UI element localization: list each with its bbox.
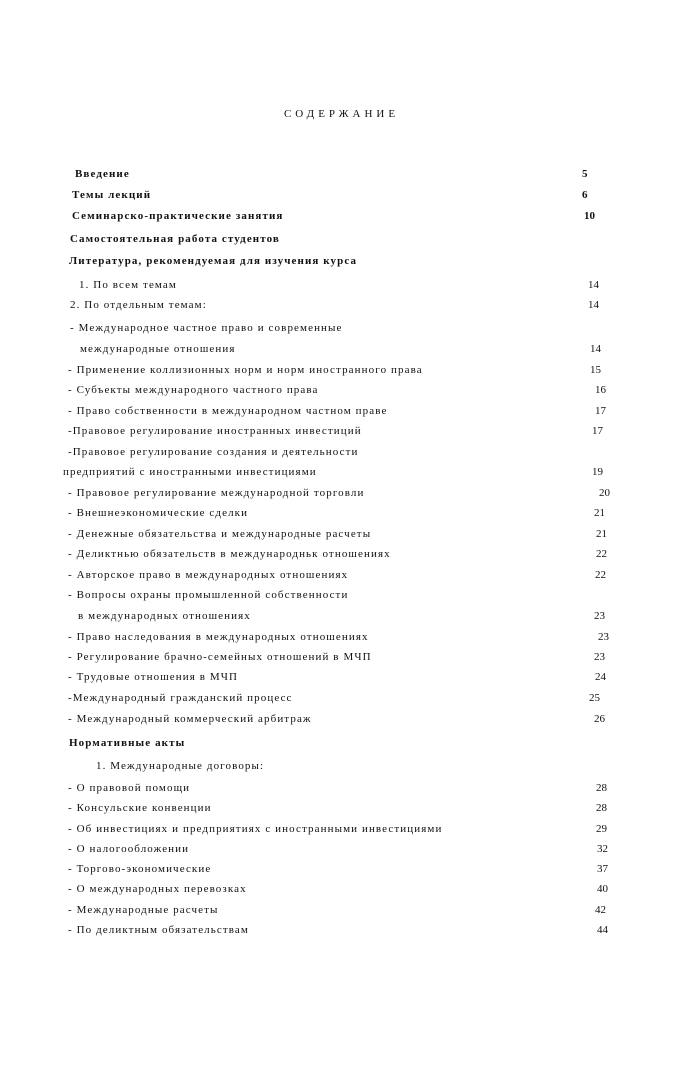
toc-entry — [0, 364, 683, 380]
toc-entry — [0, 279, 683, 295]
toc-entry-title: - Деликтнью обязательств в международньк отношениях — [68, 548, 391, 560]
toc-entry — [0, 760, 683, 776]
toc-entry-title: в международных отношениях — [78, 610, 251, 622]
toc-entry — [0, 168, 683, 184]
toc-entry-title: - Трудовые отношения в МЧП — [68, 671, 239, 683]
toc-entry — [0, 904, 683, 920]
toc-entry-title: -Правовое регулирование иностранных инвестиций — [68, 425, 362, 437]
toc-entry — [0, 446, 683, 462]
toc-entry — [0, 233, 683, 249]
toc-entry-title: - Авторское право в международных отношениях — [68, 569, 349, 581]
toc-entry-title: - О налогообложении — [68, 843, 190, 855]
toc-entry-title: Семинарско-практические занятия — [72, 210, 284, 222]
toc-entry — [0, 843, 683, 859]
toc-entry-title: Введение — [75, 168, 130, 180]
toc-entry-page-number: 29 — [596, 823, 607, 835]
toc-entry — [0, 299, 683, 315]
toc-entry — [0, 210, 683, 226]
toc-entry — [0, 671, 683, 687]
toc-entry-title: Самостоятельная работа студентов — [70, 233, 280, 245]
page-title: СОДЕРЖАНИЕ — [283, 108, 400, 120]
toc-entry-page-number: 23 — [598, 631, 609, 643]
toc-entry — [0, 737, 683, 753]
toc-entry-title: - Правовое регулирование международной торговли — [68, 487, 365, 499]
toc-entry-title: - Субъекты международного частного права — [68, 384, 319, 396]
toc-entry-title: 1. Международные договоры: — [96, 760, 265, 772]
toc-entry-page-number: 40 — [597, 883, 608, 895]
toc-entry-title: - Международный коммерческий арбитраж — [68, 713, 312, 725]
toc-entry-title: - Вопросы охраны промышленной собственности — [68, 589, 349, 601]
toc-entry-title: Темы лекций — [72, 189, 152, 201]
toc-entry-page-number: 21 — [594, 507, 605, 519]
toc-entry-page-number: 14 — [588, 299, 599, 311]
toc-entry — [0, 548, 683, 564]
toc-entry-title: - По деликтным обязательствам — [68, 924, 249, 936]
toc-entry — [0, 692, 683, 708]
toc-entry-title: международные отношения — [80, 343, 236, 355]
toc-entry-page-number: 17 — [592, 425, 603, 437]
toc-entry-title: 1. По всем темам — [79, 279, 177, 291]
toc-entry-page-number: 25 — [589, 692, 600, 704]
toc-entry-page-number: 16 — [595, 384, 606, 396]
toc-entry-title: - Регулирование брачно-семейных отношений в МЧП — [68, 651, 372, 663]
toc-entry-title: - Международные расчеты — [68, 904, 219, 916]
toc-entry-page-number: 28 — [596, 782, 607, 794]
toc-entry — [0, 924, 683, 940]
toc-entry-page-number: 5 — [582, 168, 588, 180]
toc-entry-title: Литература, рекомендуемая для изучения курса — [69, 255, 358, 267]
toc-entry-page-number: 24 — [595, 671, 606, 683]
toc-entry-page-number: 19 — [592, 466, 603, 478]
toc-entry-page-number: 22 — [595, 569, 606, 581]
toc-entry-page-number: 14 — [590, 343, 601, 355]
toc-entry-page-number: 15 — [590, 364, 601, 376]
toc-entry-page-number: 6 — [582, 189, 588, 201]
toc-entry-title: - Консульские конвенции — [68, 802, 212, 814]
toc-entry — [0, 863, 683, 879]
toc-entry-title: - Международное частное право и современные — [70, 322, 343, 334]
toc-entry — [0, 425, 683, 441]
toc-entry-page-number: 20 — [599, 487, 610, 499]
toc-entry-page-number: 14 — [588, 279, 599, 291]
toc-entry — [0, 713, 683, 729]
toc-entry — [0, 528, 683, 544]
toc-entry — [0, 569, 683, 585]
toc-entry-title: -Международный гражданский процесс — [68, 692, 293, 704]
toc-entry-page-number: 21 — [596, 528, 607, 540]
toc-entry-page-number: 42 — [595, 904, 606, 916]
toc-entry-page-number: 44 — [597, 924, 608, 936]
toc-entry-title: предприятий с иностранными инвестициями — [63, 466, 317, 478]
toc-entry — [0, 466, 683, 482]
toc-entry — [0, 631, 683, 647]
toc-entry — [0, 883, 683, 899]
toc-entry — [0, 384, 683, 400]
toc-entry-page-number: 17 — [595, 405, 606, 417]
toc-entry-page-number: 26 — [594, 713, 605, 725]
toc-entry-page-number: 32 — [597, 843, 608, 855]
toc-entry-page-number: 23 — [594, 610, 605, 622]
toc-entry-title: - Денежные обязательства и международные расчеты — [68, 528, 372, 540]
toc-entry — [0, 255, 683, 271]
toc-entry-title: - Торгово-экономические — [68, 863, 212, 875]
toc-entry — [0, 782, 683, 798]
toc-entry — [0, 487, 683, 503]
toc-entry-title: - Право собственности в международном частном праве — [68, 405, 388, 417]
toc-entry — [0, 507, 683, 523]
toc-entry-title: - О международных перевозках — [68, 883, 247, 895]
toc-entry-title: - Применение коллизионных норм и норм иностранного права — [68, 364, 423, 376]
toc-entry-page-number: 37 — [597, 863, 608, 875]
toc-entry-page-number: 22 — [596, 548, 607, 560]
toc-entry-title: - Право наследования в международных отношениях — [68, 631, 369, 643]
toc-entry — [0, 610, 683, 626]
toc-entry — [0, 823, 683, 839]
toc-entry — [0, 589, 683, 605]
toc-entry-title: 2. По отдельным темам: — [70, 299, 207, 311]
toc-entry — [0, 802, 683, 818]
toc-entry-title: -Правовое регулирование создания и деятельности — [68, 446, 359, 458]
toc-entry — [0, 651, 683, 667]
toc-entry-title: - О правовой помощи — [68, 782, 191, 794]
toc-entry — [0, 405, 683, 421]
toc-entry — [0, 322, 683, 338]
toc-entry — [0, 189, 683, 205]
toc-entry-page-number: 28 — [596, 802, 607, 814]
toc-entry-page-number: 23 — [594, 651, 605, 663]
toc-entry-title: - Внешнеэкономические сделки — [68, 507, 249, 519]
toc-entry-title: Нормативные акты — [69, 737, 186, 749]
toc-entry-title: - Об инвестициях и предприятиях с иностранными инвестициями — [68, 823, 443, 835]
toc-entry — [0, 343, 683, 359]
toc-entry-page-number: 10 — [584, 210, 595, 222]
